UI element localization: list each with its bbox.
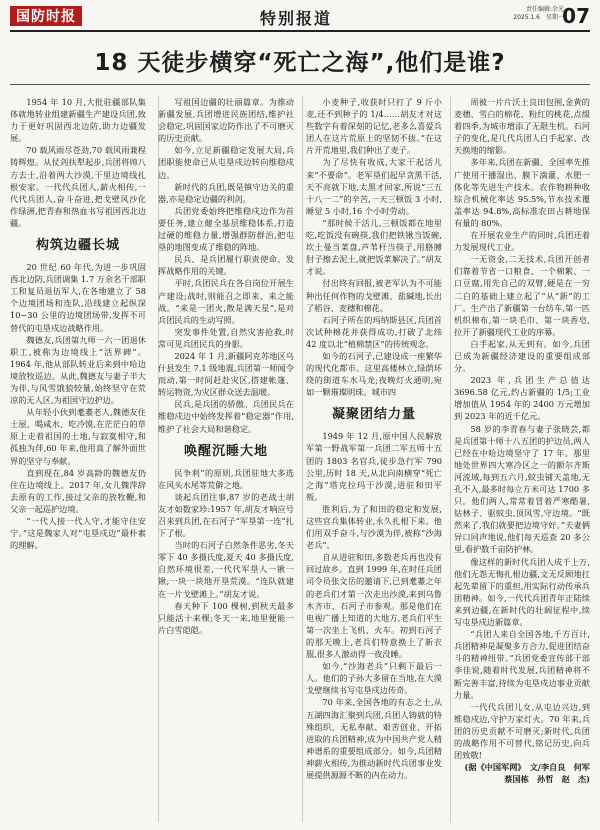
paragraph: 春天种下 100 棵树,到秋天最多只能活十来棵;冬天一来,地里便能一片白雪皑皑。 — [158, 600, 294, 635]
paragraph: 一无资金,二无技术,兵团开创者们靠着节省一口粮食、一个棉絮、一口豆腐,用先自己的双臂,硬是在一穷二白的基础上建立起了“从“新”的工厂。生产出了新疆第一台纺车,第一匹机织棉布,第一块毛巾、第一块香皂,拉开了新疆现代工业的序幕。 — [454, 254, 590, 337]
paragraph: 像这样的新时代兵团人成千上万,他们无怨无悔扎根边疆,文无反顾地扛起先辈留下的重担,用实际行动传承兵团精神。如今,一代代兵团青年正陆续来到边疆,在新时代的壮阔征程中,续写屯垦戍边新篇章。 — [454, 556, 590, 628]
article-headline: 18 天徒步横穿“死亡之海”,他们是谁? — [94, 50, 506, 76]
paragraph: 民兵,是兵团的骄傲。兵团民兵在维稳戍边中始终发挥着“稳定器”作用,维护了社会大局和谐稳定。 — [158, 399, 294, 434]
article-column-4 — [454, 96, 599, 822]
paragraph: “兵团人来自全国各地,千方百计,兵团精神是凝聚多方合力,促进团结奋斗的精神纽带。”兵团党委宣传部干部李佳说,随着时代发展,兵团精神将不断完善丰富,持续为屯垦戍边事业贡献力量。 — [454, 629, 590, 700]
paragraph: 民兵、是兵团履行职责使命、发挥战略作用的关键。 — [158, 254, 294, 277]
subheading: 凝聚团结力量 — [331, 407, 416, 423]
issue-meta — [513, 6, 564, 22]
paragraph: “那时候干活儿,三顿饭都在地里吃,吃饭没有碗筷,我们把铁锹当饭碗,坎土曼当菜盘,芦苇杆当筷子,用胳膊肘子擦去泥土,就把饭菜解决了。”胡友才说。 — [306, 217, 442, 277]
paragraph: 2024 年 1 月,新疆阿克苏地区乌什县发生 7.1 级地震,兵团第一师闻令而动,第一时间赶赴灾区,搭建帐篷、转运物资,为灾区群众送去温暖。 — [158, 350, 294, 398]
paragraph: 当时的石河子白然条件恶劣,冬天零下 40 多摄氏度,夏天 40 多摄氏度,自然环境很差,一代代军垦人一锹一锹,一块一块地开垦荒漠。“连队就建在一片戈壁滩上。”胡友才说。 — [158, 540, 294, 599]
paragraph: 石河子所在的玛纳斯县区,兵团首次试种棉花并获得成功,打破了北纬 42 度以北“植棉禁区”的传统观念。 — [306, 314, 442, 349]
paragraph: 如今的石河子,已建设成一座繁华的现代化都市。这里高楼林立,绿荫环绕的街道车水马龙;夜晚灯火通明,宛如一颗璀璨明珠。城市四 — [306, 350, 442, 398]
paragraph: 白手起家,从无到有。如今,兵团已成为新疆经济建设的重要组成部分。 — [454, 338, 590, 374]
paragraph: 兵团党委始终把维稳戍边作为首要任务,建立健全基层维稳体系,打造过硬的维稳力量,增强群防群治,把屯垦的地图变成了维稳的阵地。 — [158, 205, 294, 253]
paragraph: 1949 年 12 月,原中国人民解放军第一野战军第一兵团二军五师十五团的 1803 名官兵,徒步急行军 790 公里,历时 18 天,从北向南横穿“死亡之海”塔克拉玛干沙漠,进驻和田平叛。 — [306, 431, 442, 502]
paragraph: 直到现在,84 岁高龄的魏德友仍住在边境线上。2017 年,女儿魏萍辞去原有的工作,接过父亲的放牧鞭,和父亲一起巡护边境。 — [10, 467, 146, 514]
masthead-rule — [10, 30, 590, 32]
paragraph: 从年轻小伙到耄耋老人,魏德友住土屋、喝咸水、吃冷馍,在茫茫白的草原上走着祖国的土地,与寂寞相守,和孤独为伴,60 年来,他用真了解外面世界的坚守与奉献。 — [10, 407, 146, 466]
paragraph: 如今,立足新疆稳定发展大局,兵团职能使命已从屯垦戍边转向维稳戍边。 — [158, 145, 294, 180]
paragraph: 周被一片片沃土良田包围,金黄的麦穗、雪白的棉花、粉红的桃花,点缀着四季,为城市增添了无限生机。石河子的变化,是几代兵团人白手起家、改天换地的缩影。 — [454, 97, 590, 156]
paragraph: 谈起兵团往事,87 岁的老战士胡友才如数家珍:1957 年,胡友才响应号召来到兵团,在石河子“军垦第一连”扎下了根。 — [158, 491, 294, 539]
paragraph: 20 世纪 60 年代,为进一步巩固西北边防,兵团调集 1.7 万余名干部职工和复员退伍军人,在各地建立了 58 个边境团场和连队,沿线建立起纵深 10~30 公里的边境团场带,发挥不可替代的屯垦戍边战略作用。 — [10, 262, 146, 333]
paragraph: 写祖国边疆的壮丽篇章。为推动新疆发展,兵团增进民族团结,维护社会稳定,巩固国家边防作出了不可磨灭的历史贡献。 — [158, 97, 294, 144]
paragraph: 付出终有回报,被老军认为不可能种出任何作物的戈壁滩、盐碱地,长出了稻谷、麦穗和棉花。 — [306, 278, 442, 313]
paragraph: 一代代兵团儿女,从屯边兴边,到维稳戍边,守护万家灯火。70 年来,兵团的历史贡献不可磨灭;新时代,兵团的战略作用不可替代,铭记历史,向兵团致敬! — [454, 701, 590, 761]
page-number: 07 — [562, 4, 590, 28]
paragraph: 如今,“沙海老兵”只剩下最后一人。他们的子孙大多留在当地,在大漠戈壁继续书写屯垦戍边传奇。 — [306, 661, 442, 696]
paragraph: 58 岁的李青春与妻子张晓芸,都是兵团第十师十八五团的护边员,两人已经在中哈边境坚守了 17 年。那里地处世界四大寒冷区之一的额尔齐斯河流域,每到五六月,蚊虫铺天盖地,无孔不入,最多时每立方米可达 1700 多只。他们两人,常常着冒着严寒酷暑,钻林子、驱蚊虫,顶风雪,守边境。“既然来了,我们就要把边境守好。”夫妻俩异口同声地说,他们每天巡查 20 多公里,看护数千亩防护林。 — [454, 423, 590, 555]
paragraph: 平时,兵团民兵在各自岗位开展生产建设;战时,则能召之即来、来之能战。“来是一团火,散是满天星”,是对兵团民兵的生动写照。 — [158, 278, 294, 325]
subheading: 唤醒沉睡大地 — [183, 443, 268, 459]
paragraph: 民争利”的原则,兵团驻地大多选在风头水尾等荒僻之地。 — [158, 467, 294, 490]
editor-credit: 责任编辑:余光 — [525, 6, 564, 13]
paragraph: 1954 年 10 月,大批驻疆部队集体就地转业组建新疆生产建设兵团,致力于更好巩固西北边防,助力边疆发展。 — [10, 97, 146, 144]
subheading: 构筑边疆长城 — [35, 238, 120, 254]
section-title: 特别报道 — [260, 9, 333, 28]
paragraph: 70 年来,全国各地的有志之士,从五湖四海汇聚到兵团,兵团人铸就的特殊组织、无私奉献、艰苦创业、开拓进取的兵团精神,成为中国共产党人精神谱系的重要组成部分。如今,兵团精神薪火相传,为推动新时代兵团事业发展提供源源不断的内在动力。 — [306, 697, 442, 780]
paper-name-logo: 国防时报 — [10, 6, 82, 26]
paragraph: 小麦种子,收获时只打了 9 斤小麦,还不到种子的 1/4……胡友才对这些数字有着深刻的记忆,老多么喜爱兵团人在这片荒原上的坚韧不拔。”在这片开荒地里,我们种出了麦子。 — [306, 97, 442, 156]
article-column-2 — [158, 96, 294, 822]
column-divider — [302, 96, 303, 822]
paragraph: 自从进驻和田,多数老兵再也没有回过故乡。直到 1999 年,在时任兵团司令员张文岳的邀请下,已到耄耋之年的老兵们才第一次走出沙漠,来到乌鲁木齐市、石河子市参观。那是他们在电视广播上知道的大地方,老兵们平生第一次坐上飞机、火车。初到石河子的那天晚上,老兵们特意换上了新衣服,很多人激动得一夜没睡。 — [306, 552, 442, 660]
paragraph: 70 载风雨尽苍劲,70 载风雨兼程铸辉煌。从仗剑扶犁起步,兵团将帅八方去士,沿着两大沙漠,干里边境线扎根安家。一代代兵团人,薪火相传,一代代兵团人,奋斗奋进,把戈壁风沙化作绿洲,把青春和热血书写祖国西北边疆。 — [10, 145, 146, 228]
paragraph: 在开展农业生产的同时,兵团还着力发展现代工业。 — [454, 230, 590, 253]
paragraph: 多年来,兵团在新疆、全国率先推广使用干播湿出、膜下滴灌、水肥一体化等先进生产技术。农作物耕种收综合机械化率达 95.5%,节水技术覆盖率达 94.8%,高标准农田占耕地保有量的 80%。 — [454, 157, 590, 228]
article-column-1 — [10, 96, 146, 822]
paragraph: 突发事件处置,自然灾害抢救,时常可见兵团民兵的身影。 — [158, 326, 294, 349]
article-column-3 — [306, 96, 442, 822]
masthead — [10, 6, 590, 28]
column-divider — [450, 96, 451, 822]
paragraph: 新时代的兵团,既是镇守边关的重器,亦是稳定边疆的利剑。 — [158, 181, 294, 204]
article-byline: (据《中国军网》 文/李自良 何军 蔡国栋 孙哲 赵 杰) — [464, 762, 599, 785]
paragraph: 魏德友,兵团第九师一六一团退休职工,被称为边境线上“活界碑”。1964 年,他从部队转业后来到中哈边境放牧巡边。从此,魏德友与妻子半大为伴,与风雪饿狼较量,始终坚守在荒凉的无人区,为祖国守边护边。 — [10, 334, 146, 406]
paragraph: 胜利后,为了和田的稳定和发展,这些官兵集体转业,永久扎根下来。他们用双手奋斗,与沙漠为伴,被称“沙海老兵”。 — [306, 503, 442, 551]
paragraph: 2023 年,兵团生产总值达 3696.58 亿元,约占新疆的 1/5;工业增加值从 1954 年的 2400 万元增加到 2023 年的近千亿元。 — [454, 375, 590, 422]
paragraph: “一代人接一代人守,才能守住安宁。”这是魏家人对“屯垦戍边”最朴素的理解。 — [10, 516, 146, 551]
issue-date: 2025.1.6 星期一 — [513, 14, 564, 21]
headline-rule — [10, 84, 590, 85]
paragraph: 为了尽快有收成,大家干起活儿来“不要命”。老军垦们起早贪黑干活,天不亮就下地,太黑才回家,所说“三五十八一二”的辛苦,一天三顿饭 3 小时,睡觉 5 小时,16 个小时劳动。 — [306, 157, 442, 216]
